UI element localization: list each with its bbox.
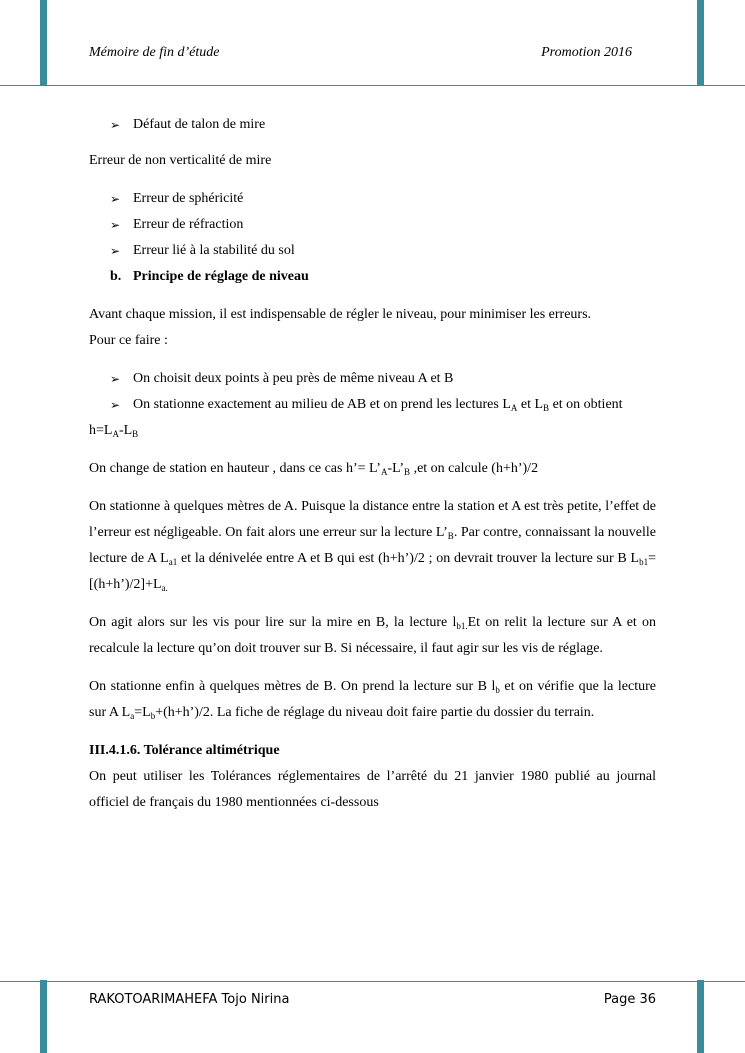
arrow-bullet-icon: ➢ xyxy=(110,218,121,232)
paragraph: Erreur de non verticalité de mire xyxy=(89,153,272,168)
equation: $h=L_A-L_B$ xyxy=(89,423,139,439)
arrow-bullet-icon: ➢ xyxy=(110,244,121,258)
subsection-heading: b. Principe de réglage de niveau xyxy=(110,269,309,284)
arrow-bullet-icon: ➢ xyxy=(110,398,121,412)
paragraph: On agit alors sur les vis pour lire sur la mire en B, la lecture $l_{b1.}Et$ on relit la lecture sur A et on recalcule la lecture qu’on doit trouver sur B. Si nécessaire, il faut agir sur les vis de réglage. xyxy=(89,615,656,656)
list-item: ➢ Erreur de sphéricité xyxy=(89,186,656,212)
list-item: ➢ Erreur lié à la stabilité du sol xyxy=(89,238,656,264)
arrow-bullet-icon: ➢ xyxy=(110,118,121,132)
footer-rule xyxy=(0,981,745,982)
header-title: Mémoire de fin d’étude xyxy=(89,45,220,60)
list-item: ➢ Défaut de talon de mire xyxy=(89,112,656,138)
paragraph: On stationne à quelques mètres de A. Puisque la distance entre la station et A est très petite, l’effet de l’erreur est négligeable. On fait alors une erreur sur la lecture $L’_B$. Par contre, connaissant la nouvelle lecture de A $L_{a1}$ et la dénivelée entre A et B qui est (h+h’)/2 ; on devrait trouver la lecture sur B $L_{b1}=[(h+h’)/2]+L_{a.}$ xyxy=(89,499,656,593)
list-item: ➢ On choisit deux points à peu près de même niveau A et B xyxy=(89,366,656,392)
paragraph: On change de station en hauteur , dans ce cas h’= $L’_A-L’_B$ ,et on calcule (h+h’)/2 xyxy=(89,461,539,477)
header-promotion: Promotion 2016 xyxy=(541,45,632,60)
footer-right-accent-bar xyxy=(697,980,704,1053)
footer-author: RAKOTOARIMAHEFA Tojo Nirina xyxy=(89,992,290,1007)
paragraph: Avant chaque mission, il est indispensable de régler le niveau, pour minimiser les erreurs. xyxy=(89,307,592,322)
arrow-bullet-icon: ➢ xyxy=(110,192,121,206)
section-heading: III.4.1.6. Tolérance altimétrique xyxy=(89,743,280,758)
list-item: ➢ On stationne exactement au milieu de AB et on prend les lectures $L_A$ et $L_B$ et on obtient xyxy=(89,392,656,418)
arrow-bullet-icon: ➢ xyxy=(110,372,121,386)
page-number: Page 36 xyxy=(603,992,656,1007)
header-right-accent-bar xyxy=(697,0,704,86)
header-left-accent-bar xyxy=(40,0,47,86)
paragraph: On peut utiliser les Tolérances réglementaires de l’arrêté du 21 janvier 1980 publié au journal officiel de français du 1980 mentionnées ci-dessous xyxy=(89,769,656,810)
paragraph: Pour ce faire : xyxy=(89,333,168,348)
list-item: ➢ Erreur de réfraction xyxy=(89,212,656,238)
page-content xyxy=(89,112,656,816)
paragraph: On stationne enfin à quelques mètres de B. On prend la lecture sur B $l_b$ et on vérifie que la lecture sur A $L_a=L_b+(h+h’)/2$. La fiche de réglage du niveau doit faire partie du dossier du terrain. xyxy=(89,679,656,721)
header-rule xyxy=(0,85,745,86)
footer-left-accent-bar xyxy=(40,980,47,1053)
